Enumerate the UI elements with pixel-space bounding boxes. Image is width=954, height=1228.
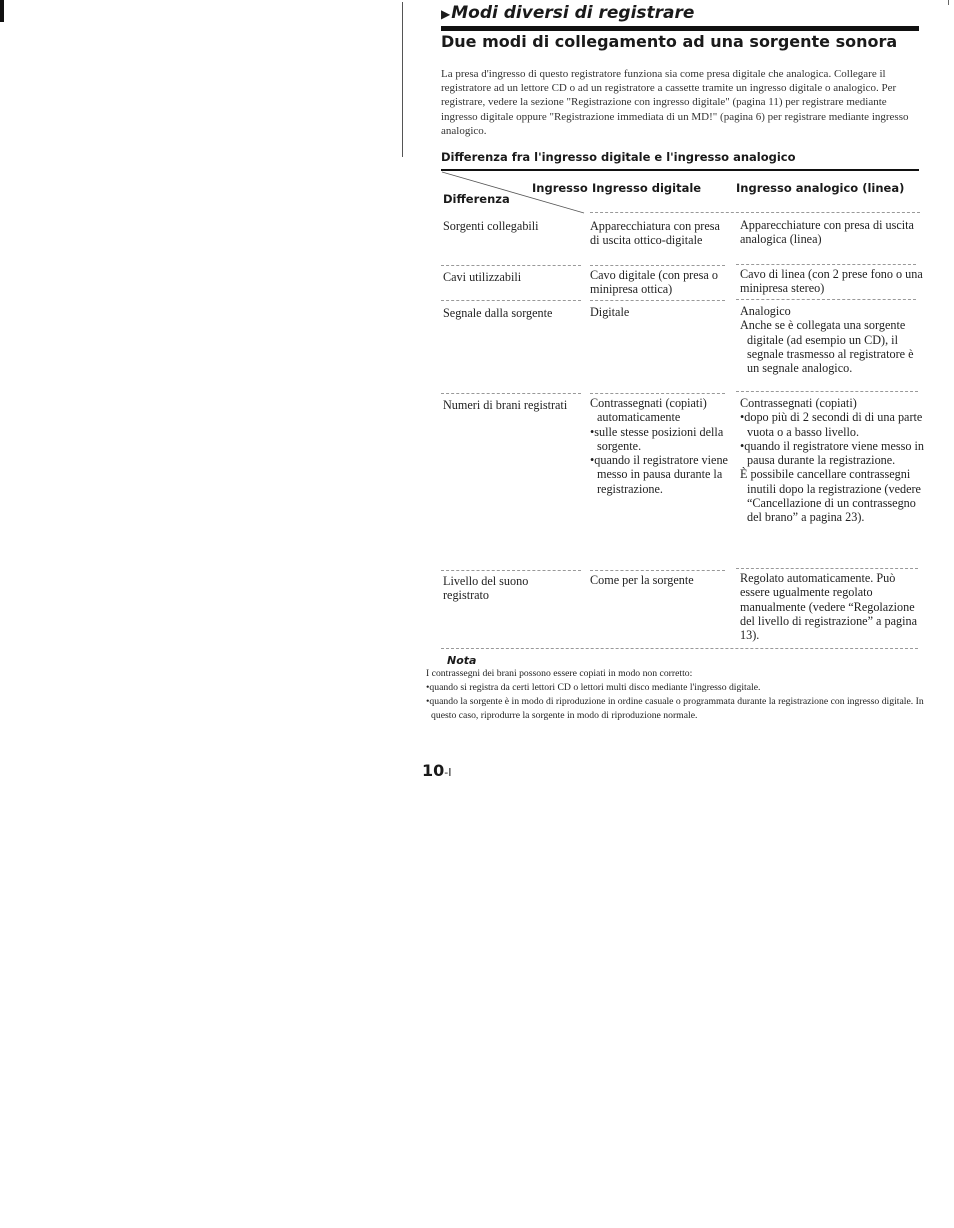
analog-signal-line: Analogico: [740, 304, 791, 318]
page-title: Due modi di collegamento ad una sorgente sonora: [441, 32, 898, 51]
row-divider: [590, 393, 725, 394]
column-rule: [402, 2, 403, 157]
section-title-text: Modi diversi di registrare: [451, 3, 695, 23]
note-title: Nota: [447, 654, 477, 667]
note-body: [426, 667, 931, 723]
row-divider: [736, 391, 918, 392]
cell-analog-sources: Apparecchiature con presa di uscita analogica (linea): [740, 218, 914, 247]
page-number-suffix: -I: [444, 766, 452, 779]
digital-track-line: •quando il registratore viene messo in pausa durante la registrazione.: [590, 453, 728, 496]
margin-bar: [0, 0, 4, 22]
section-title: [441, 3, 694, 23]
analog-track-line: È possibile cancellare contrassegni inutili dopo la registrazione (vedere “Cancellazione di un contrassegno del brano” a pagina 23).: [740, 467, 921, 525]
analog-track-line: •dopo più di 2 secondi di di una parte vuota o a basso livello.: [740, 410, 923, 439]
column-header-digital: Ingresso digitale: [592, 181, 702, 195]
note-item: •quando si registra da certi lettori CD o lettori multi disco mediante l'ingresso digitale.: [426, 682, 761, 693]
page-number: [422, 761, 451, 780]
triangle-right-icon: ▶: [441, 7, 451, 21]
row-label-track-numbers: Numeri di brani registrati: [443, 398, 568, 412]
page-number-value: 10: [422, 761, 445, 780]
row-label-cables: Cavi utilizzabili: [443, 270, 522, 284]
column-header-analog: Ingresso analogico (linea): [736, 181, 905, 195]
corner-label-differenza: Differenza: [443, 192, 510, 206]
digital-track-line: •sulle stesse posizioni della sorgente.: [590, 424, 724, 453]
corner-label-ingresso: Ingresso: [532, 181, 588, 195]
row-divider: [441, 570, 581, 571]
digital-track-line: Contrassegnati (copiati) automaticamente: [590, 396, 707, 425]
analog-track-line: Contrassegnati (copiati): [740, 396, 857, 410]
row-divider: [736, 568, 918, 569]
table-bottom-rule: [441, 648, 918, 649]
table-title: Differenza fra l'ingresso digitale e l'ingresso analogico: [441, 150, 796, 164]
cell-digital-sound-level: Come per la sorgente: [590, 573, 694, 587]
row-label-signal: Segnale dalla sorgente: [443, 306, 553, 320]
corner-mark: [948, 0, 949, 5]
row-divider: [441, 393, 581, 394]
cell-analog-signal: [740, 304, 925, 375]
analog-signal-line: Anche se è collegata una sorgente digitale (ad esempio un CD), il segnale trasmesso al registratore è un segnale analogico.: [740, 318, 914, 376]
section-rule: [441, 26, 919, 31]
cell-digital-sources: Apparecchiatura con presa di uscita ottico-digitale: [590, 219, 720, 248]
cell-digital-signal: Digitale: [590, 305, 630, 319]
row-divider: [736, 264, 916, 265]
note-intro: I contrassegni dei brani possono essere copiati in modo non corretto:: [426, 668, 693, 679]
analog-track-line: •quando il registratore viene messo in pausa durante la registrazione.: [740, 438, 924, 468]
cell-analog-track-numbers: [740, 396, 925, 525]
row-divider: [590, 265, 725, 266]
row-divider: [736, 299, 916, 300]
row-label-sources: Sorgenti collegabili: [443, 219, 539, 233]
cell-digital-cables: Cavo digitale (con presa o minipresa ottica): [590, 268, 718, 297]
cell-analog-sound-level: Regolato automaticamente. Può essere ugualmente regolato manualmente (vedere “Regolazione del livello di registrazione” a pagina 13).: [740, 571, 917, 643]
row-divider: [590, 300, 725, 301]
row-divider: [590, 570, 725, 571]
row-divider: [441, 265, 581, 266]
row-label-sound-level: Livello del suono registrato: [443, 574, 529, 603]
intro-paragraph: La presa d'ingresso di questo registratore funziona sia come presa digitale che analogica. Collegare il registratore ad un lettore CD o ad un registratore a cassette tramite un ingresso digitale o analogico. Per registrare, vedere la sezione "Registrazione con ingresso digitale" (pagina 11) per registrare mediante ingresso digitale oppure "Registrazione immediata di un MD!" (pagina 6) per registrare mediante ingresso analogico.: [441, 68, 909, 137]
row-divider: [441, 300, 581, 301]
note-item: •quando la sorgente è in modo di riproduzione in ordine casuale o programmata durante la registrazione con ingresso digitale. In questo caso, riprodurre la sorgente in modo di riproduzione normale.: [426, 696, 924, 721]
cell-digital-track-numbers: [590, 396, 730, 496]
row-divider: [590, 212, 920, 213]
cell-analog-cables: Cavo di linea (con 2 prese fono o una minipresa stereo): [740, 267, 923, 296]
